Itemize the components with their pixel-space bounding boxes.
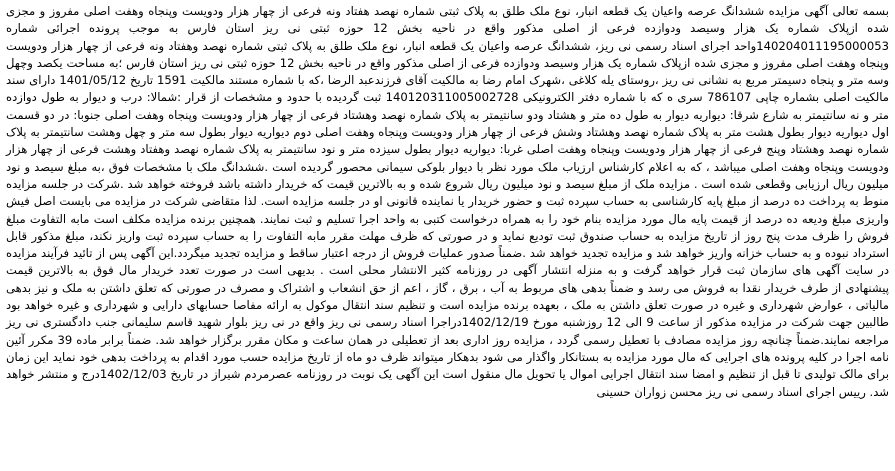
auction-notice-text: بسمه تعالی آگهی مزایده ششدانگ عرصه واعیان یک قطعه انبار، نوع ملک طلق به پلاک ثبتی شماره نهصد هفتاد ونه فرعی از چهار هزار ودویست وپنجاه وهفت اصلی مفروز و مجزی شده ازپلاک شماره یک هزار وسیصد ودوازده فرعی از اصلی مذکور واقع در ناحیه بخش 12 حوزه ثبتی نی ریز استان فارس به موجب پرونده اجرائی شماره 140204011195000053واحد اجرای اسناد رسمی نی ریز، ششدانگ عرصه واعیان یک قطعه انبار، نوع ملک طلق به پلاک ثبتی شماره نهصد وهفتاد ونه فرعی از چهار هزار ودویست وپنجاه وهفت اصلی مفروز و مجزی شده ازپلاک شماره یک هزار وسیصد ودوازده فرعی از اصلی مذکور واقع در ناحیه بخش 12 حوزه ثبتی نی ریز استان فارس ؛به مساحت یکصد وچهل وسه متر و پنجاه دسیمتر مربع به نشانی نی ریز ،روستای یله کلاغی ،شهرک امام رضا به مالکیت آقای فرزندعبد الرضا ،که با شماره مستند مالکیت 1591 تاریخ 1401/05/12 دارای سند مالکیت اصلی بشماره چاپی 786107 سری ه که با شماره دفتر الکترونیکی 140120311005002728 ثبت گردیده با حدود و مشخصات از قرار :شمالا: درب و دیوار به طول دوازده متر و نه سانتیمتر به شارع شرقا: دیواریه دیوار به طول ده متر و هشتاد ودو سانتیمتر به پلاک شماره نهصد وهشتاد فرعی از چهار هزار ودویست وپنجاه وهفت اصلی جنوبا: در دو قسمت اول دیواریه دیوار بطول هشت متر به پلاک شماره نهصد وهشتاد وشش فرعی از چهار هزار ودویست وپنجاه وهفت اصلی دوم دیواریه دیوار بطول سه متر و چهل وهشت سانتیمتر به پلاک شماره نهصد وهشتاد وپنج فرعی از چهار هزار ودویست وپنجاه وهفت اصلی غربا: دیواریه دیوار بطول سیزده متر و نود سانتیمتر به پلاک شماره نهصد وهفتاد وهشت فرعی از چهار هزار ودویست وپنجاه وهفت اصلی میباشد ، که به اعلام کارشناس ارزیاب ملک مورد نظر با دیوار بلوکی سیمانی محصور گردیده است .ششدانگ ملک با مشخصات فوق ،به مبلغ سیصد و نود میلیون ریال ارزیابی وقطعی شده است . مزایده ملک از مبلغ سیصد و نود میلیون ریال شروع شده و به بالاترین قیمت که خریدار داشته باشد فروخته خواهد شد .شرکت در جلسه مزایده منوط به پرداخت ده درصد از مبلغ پایه کارشناسی به حساب سپرده ثبت و حضور خریدار یا نماینده قانونی او در جلسه مزایده است. لذا متقاضی شرکت در مزایده می بایست اصل فیش واریزی مبلغ ودیعه ده درصد از قیمت پایه مال مورد مزایده بنام خود را به همراه درخواست کتبی به واحد اجرا تسلیم و ثبت نمایند. همچنین برنده مزایده مکلف است مابه التفاوت مبلغ فروش را ظرف مدت پنج روز از تاریخ مزایده به حساب صندوق ثبت تودیع نماید و در صورتی که ظرف مهلت مقرر مابه التفاوت را به حساب سپرده ثبت واریز نکند، مبلغ مذکور قابل استرداد نبوده و به حساب خزانه واریز خواهد شد و مزایده تجدید خواهد شد .ضمناً صدور عملیات فروش از درجه اعتبار ساقط و مزایده تجدید میگردد.این آگهی پس از تائید فرآیند مزایده در سایت آگهی های سازمان ثبت قرار خواهد گرفت و به منزله انتشار آگهی در روزنامه کثیر الانتشار محلی است . بدیهی است در صورت تعدد خریدار مال فوق به بالاترین قیمت پیشنهادی از طرف خریدار نقدا به فروش می رسد و ضمناً بدهی های مربوط به آب ، برق ، گاز ، اعم از حق انشعاب و اشتراک و مصرف در صورتی که تعلق داشتن به ملک و نیز بدهی مالیاتی ، عوارض شهرداری و غیره در صورت تعلق داشتن به ملک ، بعهده برنده مزایده است و تنظیم سند انتقال موکول به ارائه مفاصا حسابهای دارایی و شهرداری و غیره خواهد بود طالبین جهت شرکت در مزایده مذکور از ساعت 9 الی 12 روزشنبه مورخ 1402/12/19دراجرا اسناد رسمی نی ریز واقع در نی ریز بلوار شهید قاسم سلیمانی جنب دادگستری نی ریز مراجعه نمایند.ضمناً چنانچه روز مزایده مصادف با تعطیل رسمی گردد ، مزایده روز اداری بعد از تعطیلی در همان ساعت و مکان مقرر برگزار خواهد شد. ضمناً برابر ماده 39 مکرر آئین نامه اجرا در کلیه پرونده های اجرایی که مال مورد مزایده به بستانکار واگذار می شود بدهکار میتواند ظرف دو ماه از تاریخ مزایده حسب مورد اقدام به پرداخت بدهی خود نماید این زمان برای مالک تولیدی تا قبل از تنظیم و امضا سند انتقال اجرایی اموال یا تحویل مال منقول است این آگهی یک نوبت در روزنامه عصرمردم شیراز در تاریخ 1402/12/03درج و منتشر خواهد شد. رییس اجرای اسناد رسمی نی ریز محسن زواران حسینی: [6, 4, 890, 399]
